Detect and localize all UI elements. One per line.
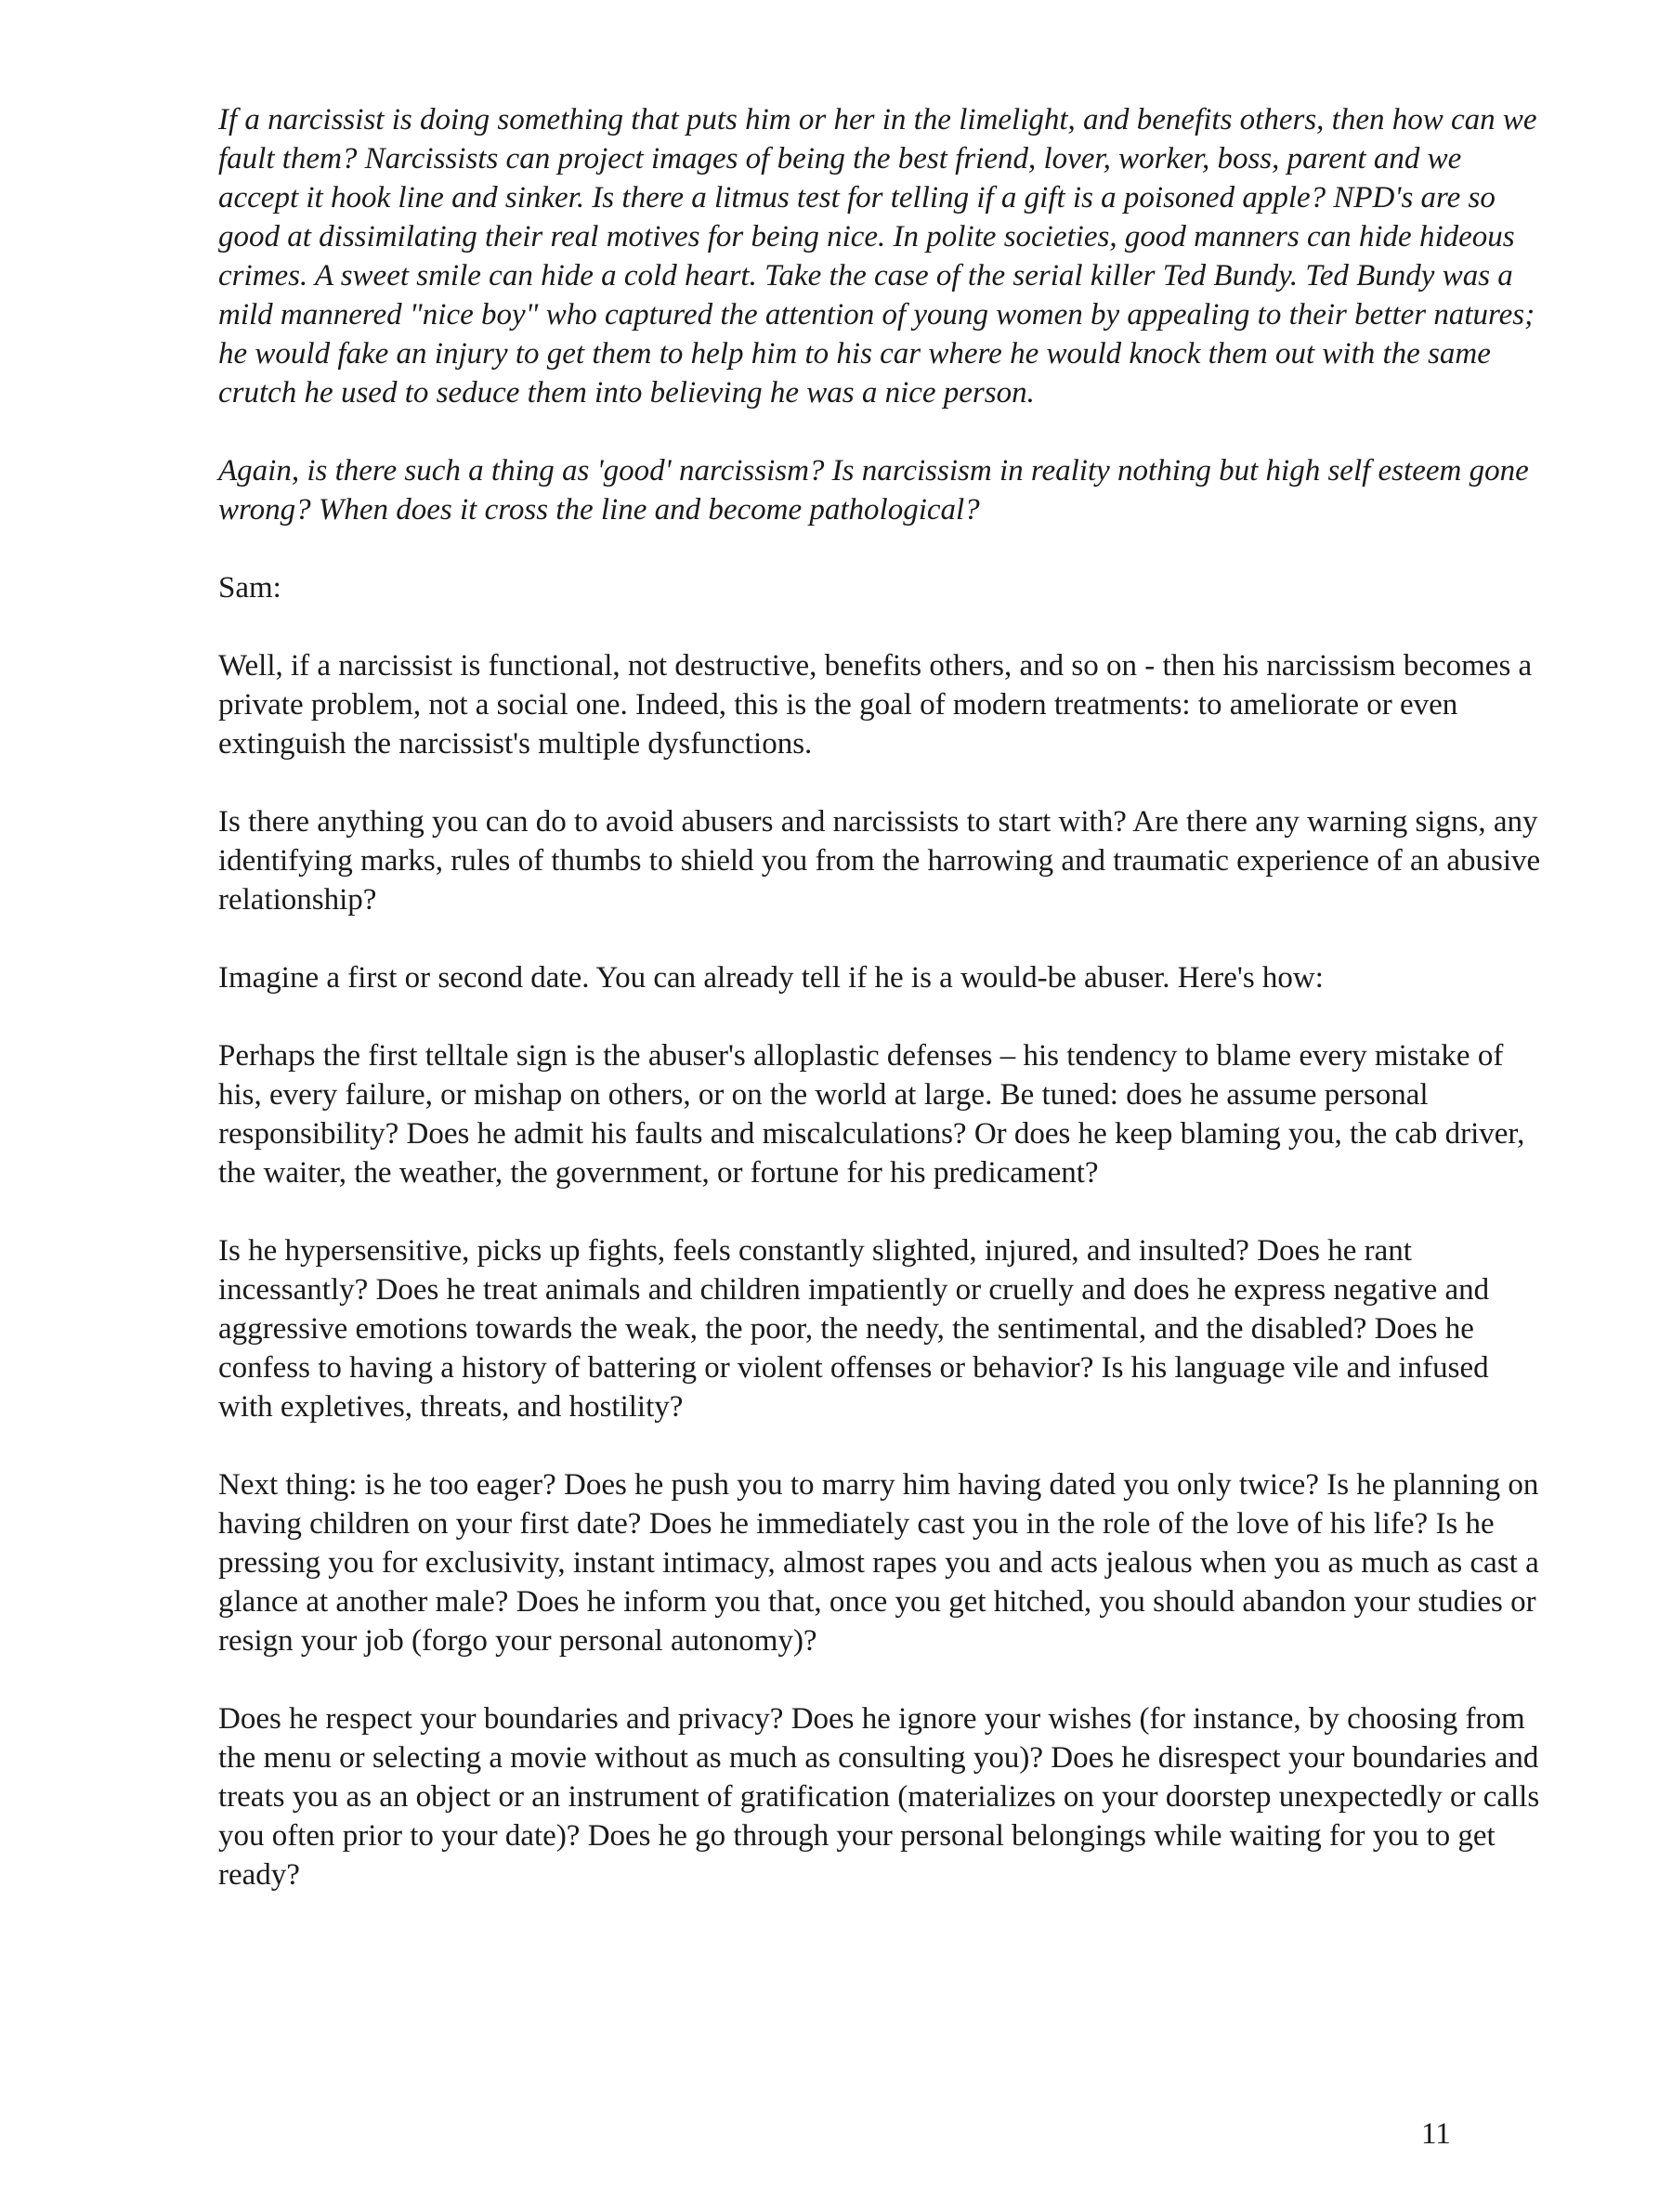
answer-paragraph-6: Next thing: is he too eager? Does he push you to marry him having dated you only twice? Is he planning on having children on your first date? Does he immediately cast you in the role of the love of his life? Is he pressing you for exclusivity, instant intimacy, almost rapes you and acts jealous when you as much as cast a glance at another male? Does he inform you that, once you get hitched, you should abandon your studies or resign your job (forgo your personal autonomy)? [218,1468,1539,1658]
answer-paragraph-2: Is there anything you can do to avoid abusers and narcissists to start with? Are there any warning signs, any identifying marks, rules of thumbs to shield you from the harrowing and traumatic experience of an abusive relationship? [218,805,1541,917]
answer-paragraph-3: Imagine a first or second date. You can already tell if he is a would-be abuser. Here's how: [218,961,1324,995]
answer-paragraph-1: Well, if a narcissist is functional, not destructive, benefits others, and so on - then his narcissism becomes a private problem, not a social one. Indeed, this is the goal of modern treatments: to ameliorate or even extinguish the narcissist's multiple dysfunctions. [218,649,1533,761]
speaker-label: Sam: [218,571,281,605]
answer-paragraph-4: Perhaps the first telltale sign is the abuser's alloplastic defenses – his tendency to blame every mistake of his, every failure, or mishap on others, or on the world at large. Be tuned: does he assume personal responsibility? Does he admit his faults and miscalculations? Or does he keep blaming you, the cab driver, the waiter, the weather, the government, or fortune for his predicament? [218,1039,1525,1190]
body-text [218,100,1547,1933]
answer-paragraph-7: Does he respect your boundaries and privacy? Does he ignore your wishes (for instance, by choosing from the menu or selecting a movie without as much as consulting you)? Does he disrespect your boundaries and treats you as an object or an instrument of gratification (materializes on your doorstep unexpectedly or calls you often prior to your date)? Does he go through your personal belongings while waiting for you to get ready? [218,1702,1540,1892]
answer-paragraph-5: Is he hypersensitive, picks up fights, feels constantly slighted, injured, and insulted? Does he rant incessantly? Does he treat animals and children impatiently or cruelly and does he express negative and aggressive emotions towards the weak, the poor, the needy, the sentimental, and the disabled? Does he confess to having a history of battering or violent offenses or behavior? Is his language vile and infused with expletives, threats, and hostility? [218,1234,1490,1424]
question-paragraph-2: Again, is there such a thing as 'good' narcissism? Is narcissism in reality nothing but high self esteem gone wrong? When does it cross the line and become pathological? [218,454,1529,527]
question-paragraph-1: If a narcissist is doing something that puts him or her in the limelight, and benefits others, then how can we fault them? Narcissists can project images of being the best friend, lover, worker, boss, parent and we accept it hook line and sinker. Is there a litmus test for telling if a gift is a poisoned apple? NPD's are so good at dissimilating their real motives for being nice. In polite societies, good manners can hide hideous crimes. A sweet smile can hide a cold heart. Take the case of the serial killer Ted Bundy. Ted Bundy was a mild mannered "nice boy" who captured the attention of young women by appealing to their better natures; he would fake an injury to get them to help him to his car where he would knock them out with the same crutch he used to seduce them into believing he was a nice person. [218,103,1537,410]
page-number: 11 [1421,2117,1451,2151]
